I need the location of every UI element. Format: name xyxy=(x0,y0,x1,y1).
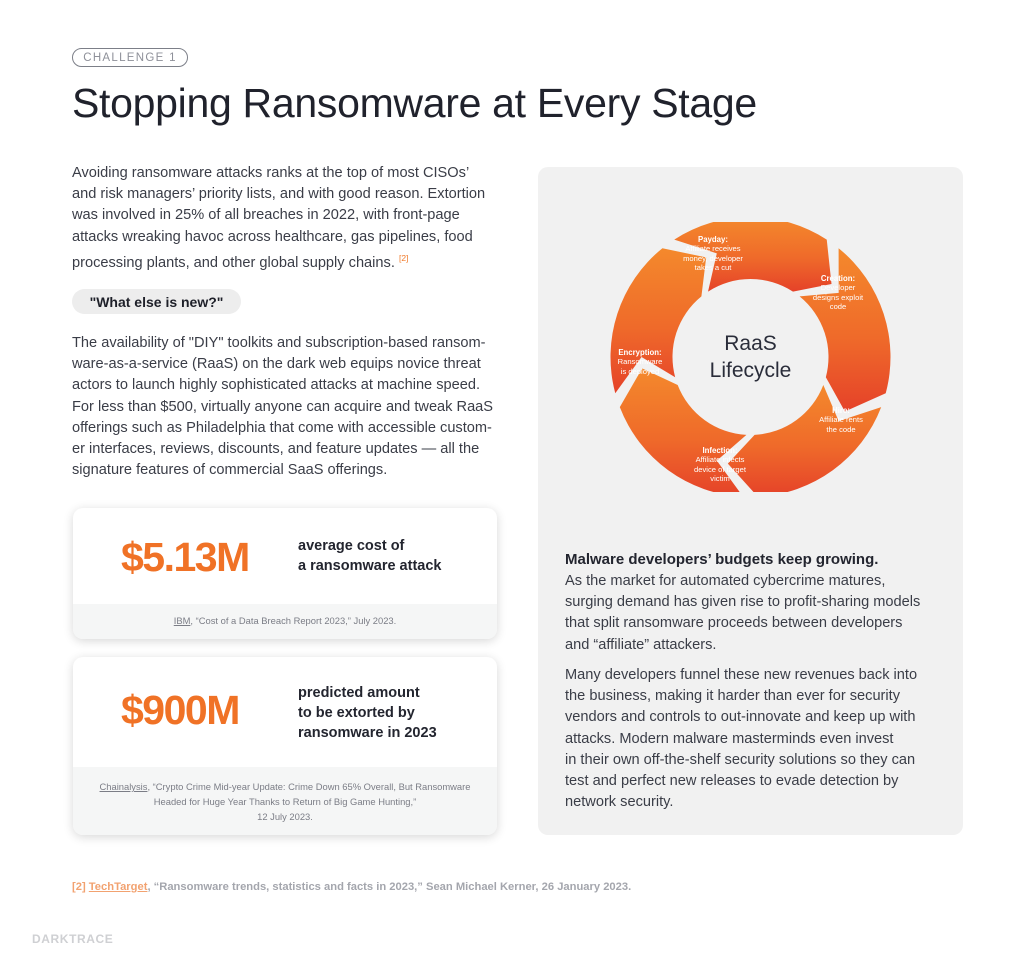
stat-source: IBM, “Cost of a Data Breach Report 2023,” July 2023. xyxy=(73,604,497,639)
budgets-heading: Malware developers’ budgets keep growing. xyxy=(565,551,879,568)
whats-new-line: er interfaces, reviews, discounts, and feature updates — all the xyxy=(72,441,480,458)
page-title: Stopping Ransomware at Every Stage xyxy=(72,80,757,126)
source-link[interactable]: IBM xyxy=(173,615,191,626)
challenge-tag: CHALLENGE 1 xyxy=(72,48,188,67)
darktrace-logo: DARKTRACE xyxy=(32,932,114,946)
footnote-reference[interactable]: [2] xyxy=(398,252,409,263)
whats-new-line: signature features of commercial SaaS offerings. xyxy=(72,462,388,479)
developers-paragraph: Many developers funnel these new revenues back into the business, making it harder than ever for security vendors and controls to out-innovate and keep up with attacks. Modern malware masterminds even invest in their own off-the-shelf security solutions so they can test and perfect new releases to evade detection by network security. xyxy=(565,667,918,811)
whats-new-line: offerings such as Philadelphia that come with accessible custom- xyxy=(72,419,492,436)
whats-new-line: actors to launch highly sophisticated attacks at machine speed. xyxy=(72,377,481,394)
stage-encryption: Encryption: Ransomware is deployed xyxy=(617,348,663,376)
intro-line: processing plants, and other global supply chains. xyxy=(72,254,395,271)
raas-lifecycle-diagram xyxy=(606,222,895,492)
intro-line: and risk managers’ priority lists, and with good reason. Extortion xyxy=(72,186,486,203)
lifecycle-center-label: RaaS Lifecycle xyxy=(709,332,792,382)
whats-new-paragraph xyxy=(72,333,502,481)
stage-infection: Infection: Affiliate infects device of target victim xyxy=(694,446,746,484)
stat-label: predicted amount to be extorted by ransomware in 2023 xyxy=(298,685,437,741)
intro-line: was involved in 25% of all breaches in 2022, with front-page xyxy=(72,207,460,224)
whats-new-heading: "What else is new?" xyxy=(72,289,241,314)
intro-line: Avoiding ransomware attacks ranks at the top of most CISOs’ xyxy=(72,165,470,181)
stage-creation: Creation: Developer designs exploit code xyxy=(812,274,864,312)
stat-card-extortion xyxy=(73,657,497,835)
stat-value: $900M xyxy=(121,687,239,733)
intro-paragraph xyxy=(72,163,502,274)
stage-payday: Payday: Affiliate receives money, developer takes a cut xyxy=(683,235,743,273)
whats-new-line: ware-as-a-service (RaaS) on the dark web equips novice threat xyxy=(72,356,481,373)
intro-line: attacks wreaking havoc across healthcare, gas pipelines, food xyxy=(72,228,473,245)
source-link[interactable]: Chainalysis xyxy=(99,781,148,792)
whats-new-line: For less than $500, virtually anyone can acquire and tweak RaaS xyxy=(72,398,494,415)
stat-card-cost xyxy=(73,508,497,639)
stat-source: Chainalysis, “Crypto Crime Mid-year Update: Crime Down 65% Overall, But Ransomware Headed for Huge Year Thanks to Return of Big Game Hunting,” 12 July 2023. xyxy=(73,767,497,835)
footnote: [2] TechTarget, “Ransomware trends, statistics and facts in 2023,” Sean Michael Kerner, 26 January 2023. xyxy=(72,881,632,893)
stage-hire: Hire: Affiliate rents the code xyxy=(819,406,863,434)
footnote-source-link[interactable]: TechTarget xyxy=(88,881,148,893)
budgets-paragraph: As the market for automated cybercrime matures, surging demand has given rise to profit-sharing models that split ransomware proceeds between developers and “affiliate” attackers. xyxy=(565,573,921,653)
stat-value: $5.13M xyxy=(121,534,249,580)
stat-label: average cost of a ransomware attack xyxy=(298,538,442,574)
whats-new-line: The availability of "DIY" toolkits and subscription-based ransom- xyxy=(72,335,486,351)
